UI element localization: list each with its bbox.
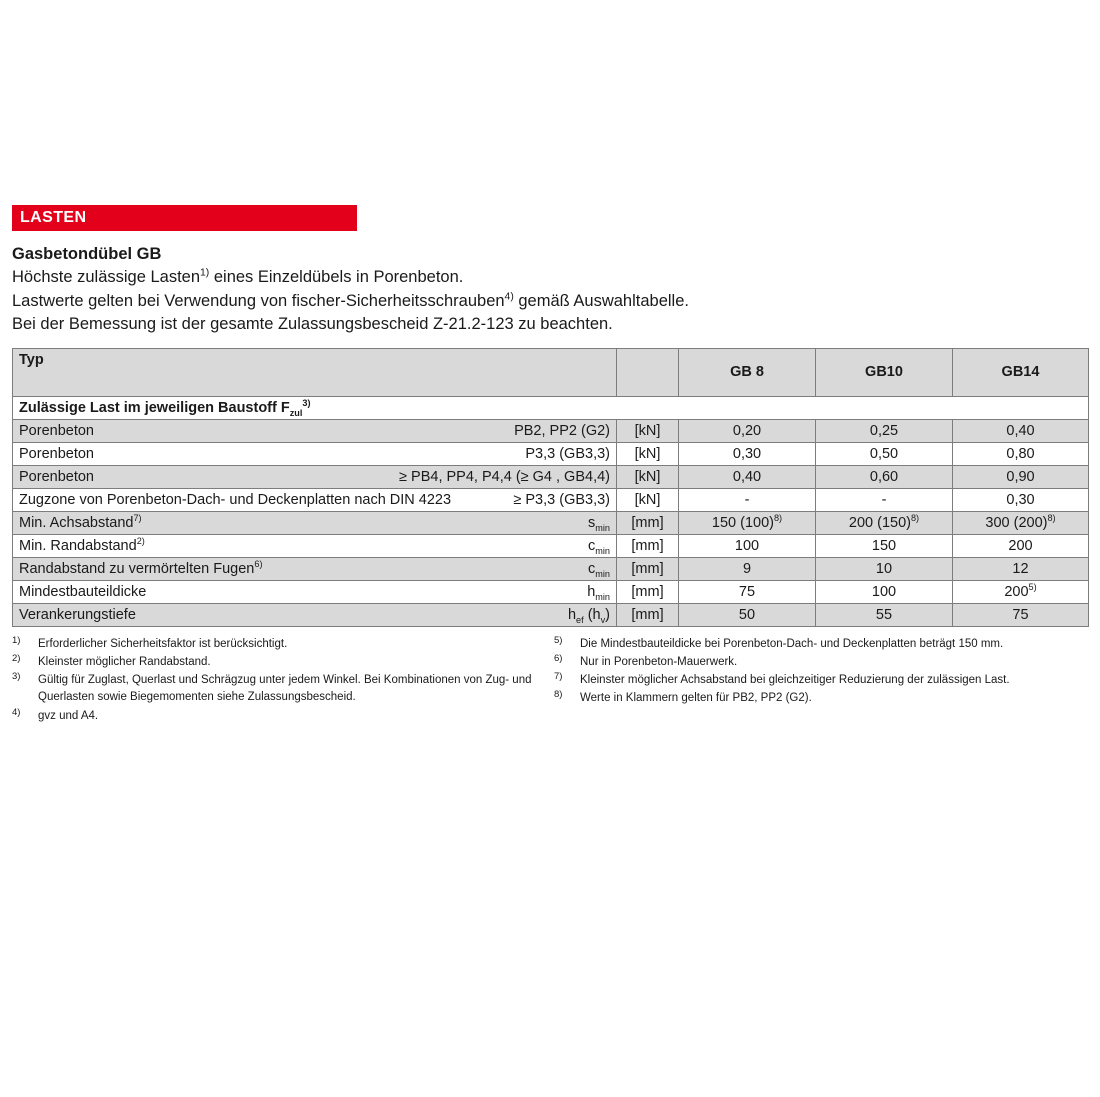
row-label-right: ≥ PB4, PP4, P4,4 (≥ G4 , GB4,4) <box>399 468 610 485</box>
row-value-gb10: 55 <box>816 603 953 626</box>
row-value-gb8: 75 <box>679 580 816 603</box>
row-value-gb14: 75 <box>953 603 1089 626</box>
intro-line-2-sup: 4) <box>504 291 514 303</box>
section-banner <box>12 205 357 231</box>
row-label <box>13 488 617 511</box>
footnote <box>554 654 1088 671</box>
row-value-gb8: 9 <box>679 557 816 580</box>
row-label-left: Mindestbauteildicke <box>19 583 147 600</box>
row-symbol: c <box>588 537 596 554</box>
row-value-gb10: 150 <box>816 534 953 557</box>
intro-line-1-a: Höchste zulässige Lasten <box>12 268 201 287</box>
section-banner-label: LASTEN <box>20 209 87 226</box>
footnote <box>554 690 1088 707</box>
row-value-gb8: 100 <box>679 534 816 557</box>
header-typ: Typ <box>13 348 617 396</box>
row-value-gb8: 50 <box>679 603 816 626</box>
row-value-gb10: 0,25 <box>816 419 953 442</box>
row-value-gb10: - <box>816 488 953 511</box>
row-unit: [mm] <box>617 557 679 580</box>
row-unit: [kN] <box>617 465 679 488</box>
footnote-number: 1) <box>12 634 21 646</box>
intro-line-2-a: Lastwerte gelten bei Verwendung von fischer-Sicherheitsschrauben <box>12 291 505 310</box>
row-label <box>13 603 617 626</box>
intro-line-2-b: gemäß Auswahltabelle. <box>513 291 689 310</box>
row-unit: [mm] <box>617 603 679 626</box>
section-label-text: Zulässige Last im jeweiligen Baustoff F <box>19 399 290 416</box>
footnotes-left-column <box>12 636 546 726</box>
footnote-number: 2) <box>12 652 21 664</box>
table-row <box>13 465 1089 488</box>
row-symbol-tail: ) <box>605 606 610 623</box>
row-label-left: Zugzone von Porenbeton-Dach- und Deckenplatten nach DIN 4223 <box>19 491 452 508</box>
row-label-left: Randabstand zu vermörtelten Fugen <box>19 560 255 577</box>
row-symbol: c <box>588 560 596 577</box>
row-label <box>13 465 617 488</box>
section-label-sup: 3) <box>302 397 311 408</box>
row-value-gb10: 0,60 <box>816 465 953 488</box>
footnote <box>554 636 1088 653</box>
footnote-text: Die Mindestbauteildicke bei Porenbeton-Dach- und Deckenplatten beträgt 150 mm. <box>580 637 1004 650</box>
footnote-text: Erforderlicher Sicherheitsfaktor ist berücksichtigt. <box>38 637 288 650</box>
footnote-number: 4) <box>12 706 21 718</box>
row-symbol: h <box>567 606 577 623</box>
row-value-gb14: 300 $(200)^{8)}$ <box>953 511 1089 534</box>
intro-line-1 <box>12 266 1088 289</box>
row-value-gb14: 0,80 <box>953 442 1089 465</box>
loads-table <box>12 348 1089 627</box>
row-symbol-sub: min <box>595 568 610 579</box>
loads-section <box>12 205 1088 726</box>
footnote <box>12 708 546 725</box>
section-label <box>13 396 1089 419</box>
table-header-row <box>13 348 1089 396</box>
row-value-gb14: 200 <box>953 534 1089 557</box>
row-label <box>13 419 617 442</box>
row-value-gb14: 0,30 <box>953 488 1089 511</box>
footnote-number: 8) <box>554 689 563 701</box>
row-label <box>13 534 617 557</box>
table-row <box>13 580 1089 603</box>
row-value-gb8: 0,20 <box>679 419 816 442</box>
table-section-row <box>13 396 1089 419</box>
footnote-text: gvz und A4. <box>38 709 99 722</box>
row-label-sup: 2) <box>136 535 145 546</box>
row-label-left: Min. Achsabstand <box>19 514 134 531</box>
row-symbol-sub-2: v <box>600 614 606 625</box>
row-label-left: Verankerungstiefe <box>19 606 136 623</box>
header-unit <box>617 348 679 396</box>
row-label-sup: 7) <box>133 512 142 523</box>
row-symbol-sub: min <box>595 545 610 556</box>
footnote <box>12 636 546 653</box>
footnote <box>12 654 546 671</box>
row-label-left: Min. Randabstand <box>19 537 137 554</box>
footnote-number: 3) <box>12 671 21 683</box>
row-label <box>13 557 617 580</box>
row-value-gb14: 0,90 <box>953 465 1089 488</box>
footnotes <box>12 636 1088 726</box>
row-symbol: s <box>588 514 596 531</box>
row-value-gb8: - <box>679 488 816 511</box>
row-unit: [mm] <box>617 580 679 603</box>
row-value-gb14: 200$^{5)}$ <box>953 580 1089 603</box>
row-value-gb8: 0,30 <box>679 442 816 465</box>
row-value-gb10: 200 $(150)^{8)}$ <box>816 511 953 534</box>
footnote-number: 6) <box>554 652 563 664</box>
row-value-gb8: 0,40 <box>679 465 816 488</box>
product-title: Gasbetondübel GB <box>12 245 162 263</box>
footnotes-right-column <box>546 636 1088 726</box>
row-value-gb14: 12 <box>953 557 1089 580</box>
row-symbol-sub: ef <box>576 614 584 625</box>
intro-line-3: Bei der Bemessung ist der gesamte Zulassungsbescheid Z-21.2-123 zu beachten. <box>12 315 613 334</box>
header-col-gb14: GB14 <box>953 348 1089 396</box>
footnote <box>554 672 1088 689</box>
footnote-number: 5) <box>554 634 563 646</box>
table-row <box>13 534 1089 557</box>
row-label-right <box>574 538 610 554</box>
row-symbol-sub: min <box>595 591 610 602</box>
row-label-right: ≥ P3,3 (GB3,3) <box>513 491 610 508</box>
footnote-text: Kleinster möglicher Randabstand. <box>38 655 211 668</box>
row-label-right <box>554 607 610 623</box>
intro-line-1-sup: 1) <box>200 267 210 279</box>
row-label <box>13 442 617 465</box>
row-unit: [kN] <box>617 442 679 465</box>
row-symbol: h <box>587 583 596 600</box>
intro-block <box>12 243 1088 337</box>
table-row <box>13 511 1089 534</box>
row-value-gb10: 10 <box>816 557 953 580</box>
table-row <box>13 419 1089 442</box>
intro-line-2 <box>12 290 1088 313</box>
row-label-sup: 6) <box>254 558 263 569</box>
row-label-left: Porenbeton <box>19 445 94 462</box>
row-label-left: Porenbeton <box>19 468 94 485</box>
row-label <box>13 580 617 603</box>
row-label <box>13 511 617 534</box>
row-unit: [mm] <box>617 534 679 557</box>
footnote <box>12 672 546 707</box>
row-label-left: Porenbeton <box>19 422 94 439</box>
table-row <box>13 488 1089 511</box>
table-row <box>13 442 1089 465</box>
footnote-text: Kleinster möglicher Achsabstand bei gleichzeitiger Reduzierung der zulässigen Last. <box>580 674 1010 687</box>
row-value-gb14: 0,40 <box>953 419 1089 442</box>
footnote-text: Nur in Porenbeton-Mauerwerk. <box>580 655 738 668</box>
row-value-gb8: 150 $(100)^{8)}$ <box>679 511 816 534</box>
row-unit: [kN] <box>617 488 679 511</box>
header-col-gb8: GB 8 <box>679 348 816 396</box>
row-symbol-sub: min <box>595 522 610 533</box>
footnote-number: 7) <box>554 671 563 683</box>
row-label-right <box>574 515 610 531</box>
row-label-right <box>574 561 610 577</box>
row-label-right: P3,3 (GB3,3) <box>525 445 610 462</box>
header-col-gb10: GB10 <box>816 348 953 396</box>
row-value-gb10: 0,50 <box>816 442 953 465</box>
row-unit: [kN] <box>617 419 679 442</box>
footnote-text: Werte in Klammern gelten für PB2, PP2 (G2). <box>580 692 812 705</box>
footnote-text: Gültig für Zuglast, Querlast und Schrägzug unter jedem Winkel. Bei Kombinationen von Zug- und Querlasten sowie Biegemomenten siehe Zulassungsbescheid. <box>38 674 532 704</box>
row-value-gb10: 100 <box>816 580 953 603</box>
section-label-sub: zul <box>289 407 303 418</box>
table-row <box>13 603 1089 626</box>
row-label-right <box>573 584 610 600</box>
row-unit: [mm] <box>617 511 679 534</box>
table-row <box>13 557 1089 580</box>
row-symbol-2: (h <box>583 606 601 623</box>
intro-line-1-b: eines Einzeldübels in Porenbeton. <box>209 268 464 287</box>
row-label-right: PB2, PP2 (G2) <box>514 422 610 439</box>
